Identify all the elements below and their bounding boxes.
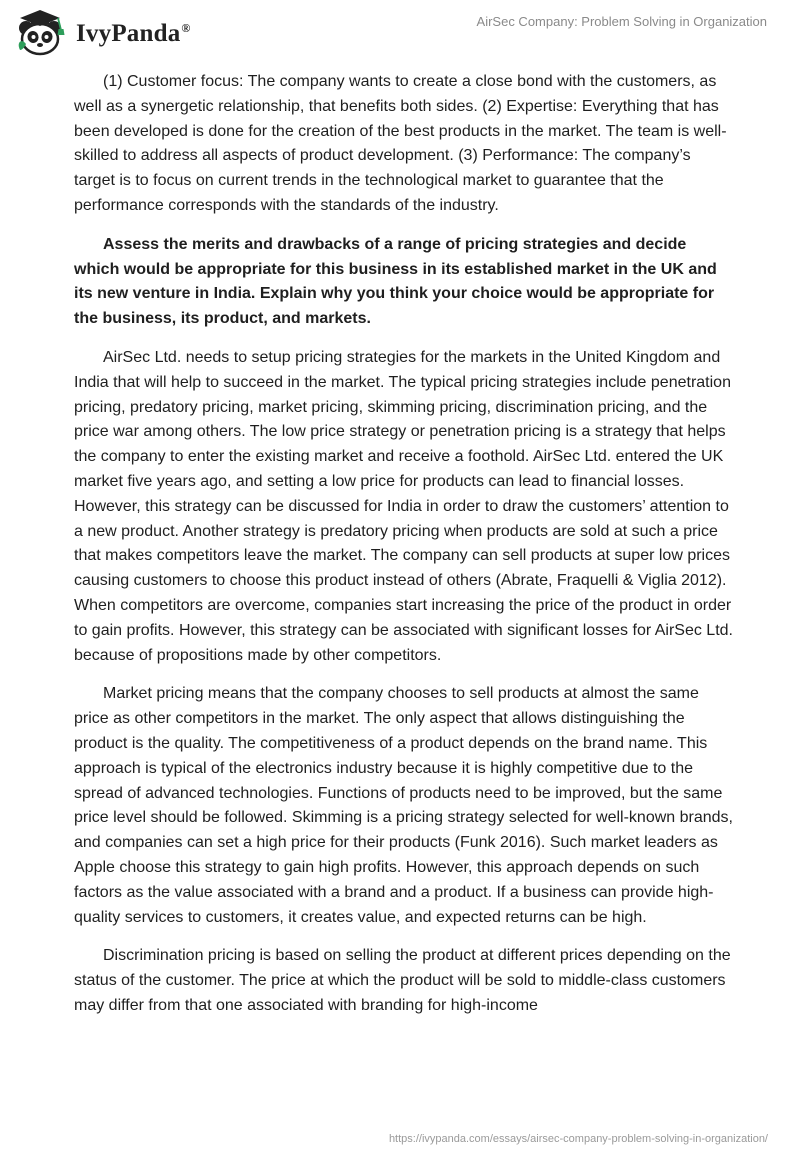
paragraph-discrimination-pricing: Discrimination pricing is based on selling the product at different prices depending on the status of the customer. The price at which the product will be sold to middle-class customers may differ from that one associated with branding for high-income <box>74 947 731 1014</box>
source-url[interactable]: https://ivypanda.com/essays/airsec-company-problem-solving-in-organization/ <box>388 1133 768 1145</box>
document-title: AirSec Company: Problem Solving in Organization <box>476 14 767 29</box>
page-header <box>0 0 800 64</box>
assignment-question-heading: Assess the merits and drawbacks of a range of pricing strategies and decide which would be appropriate for this business in its established market in the UK and its new venture in India. Explain why you think your choice would be appropriate for the business, its product, and markets. <box>74 235 717 328</box>
brand-name: IvyPanda® <box>76 20 191 47</box>
paragraph-market-pricing: Market pricing means that the company chooses to sell products at almost the same price as other competitors in the market. The only aspect that allows distinguishing the product is the quality. The competitiveness of a product depends on the brand name. This approach is typical of the electronics industry because it is highly competitive due to the spread of advanced technologies. Functions of products need to be improved, but the same price level should be followed. Skimming is a pricing strategy selected for well-known brands, and companies can set a high price for their products (Funk 2016). Such market leaders as Apple choose this strategy to gain high profits. However, this approach depends on such factors as the value associated with a brand and a product. If a business can provide high-quality services to customers, it creates value, and expected returns can be high. <box>74 685 733 926</box>
essay-body <box>74 70 734 1033</box>
ivypanda-logo[interactable] <box>14 8 191 58</box>
paragraph-pricing-strategies: AirSec Ltd. needs to setup pricing strategies for the markets in the United Kingdom and India that will help to succeed in the market. The typical pricing strategies include penetration pricing, predatory pricing, market pricing, skimming pricing, discrimination pricing, and the price war among others. The low price strategy or penetration pricing is a strategy that helps the company to enter the existing market and receive a foothold. AirSec Ltd. entered the UK market five years ago, and setting a low price for products can lead to financial losses. However, this strategy can be discussed for India in order to draw the customers’ attention to a new product. Another strategy is predatory pricing when products are sold at such a price that makes competitors leave the market. The company can sell products at super low prices causing customers to choose this product instead of others (Abrate, Fraquelli & Viglia 2012). When competitors are overcome, companies start increasing the price of the product in order to gain profits. However, this strategy can be associated with significant losses for AirSec Ltd. because of propositions made by other competitors. <box>74 348 733 664</box>
panda-graduation-cap-icon <box>14 8 70 58</box>
paragraph-company-values: (1) Customer focus: The company wants to create a close bond with the customers, as well as a synergetic relationship, that benefits both sides. (2) Expertise: Everything that has been developed is done for the creation of the best products in the market. The team is well-skilled to address all aspects of product development. (3) Performance: The company’s target is to focus on current trends in the technological market to guarantee that the performance corresponds with the standards of the industry. <box>74 73 727 214</box>
